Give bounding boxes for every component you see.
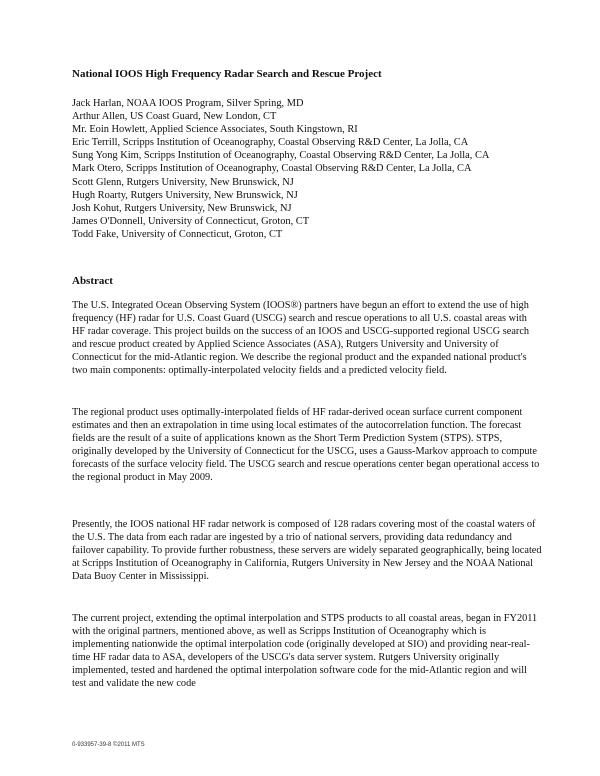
author-entry: James O'Donnell, University of Connecticut, Groton, CT [72,215,310,227]
author-entry: Sung Yong Kim, Scripps Institution of Oceanography, Coastal Observing R&D Center, La Jolla, CA [72,150,490,162]
author-entry: Eric Terrill, Scripps Institution of Oceanography, Coastal Observing R&D Center, La Jolla, CA [72,137,469,149]
author-entry: Mark Otero, Scripps Institution of Oceanography, Coastal Observing R&D Center, La Jolla, CA [72,163,472,175]
author-entry: Todd Fake, University of Connecticut, Groton, CT [72,228,283,240]
author-entry: Scott Glenn, Rutgers University, New Brunswick, NJ [72,176,294,188]
abstract-paragraph: The regional product uses optimally-interpolated fields of HF radar-derived ocean surface current component estimates and then an extrapolation in time using local estimates of the autocorrelation function. The forecast fields are the result of a suite of applications known as the Short Term Prediction System (STPS). STPS, originally developed by the University of Connecticut for the USCG, uses a Gauss-Markov approach to compute forecasts of the surface velocity field. The USCG search and rescue operations center began operational access to the regional product in May 2009. [72,407,540,484]
author-entry: Hugh Roarty, Rutgers University, New Brunswick, NJ [72,189,298,201]
abstract-paragraph: The U.S. Integrated Ocean Observing System (IOOS®) partners have begun an effort to extend the use of high frequency (HF) radar for U.S. Coast Guard (USCG) search and rescue operations to all U.S. coastal areas with HF radar coverage. This project builds on the success of an IOOS and USCG-supported regional USCG search and rescue product created by Applied Science Associates (ASA), Rutgers University and University of Connecticut for the mid-Atlantic region. We describe the regional product and the expanded national product's two main components: optimally-interpolated velocity fields and a predicted velocity field. [72,300,530,377]
author-entry: Jack Harlan, NOAA IOOS Program, Silver Spring, MD [72,98,304,109]
abstract-heading: Abstract [72,275,113,287]
paper-title: National IOOS High Frequency Radar Search and Rescue Project [72,68,382,80]
page-footer: 0-933957-39-8 ©2011 MTS [72,742,145,748]
abstract-paragraph: Presently, the IOOS national HF radar network is composed of 128 radars covering most of the coastal waters of the U.S. The data from each radar are ingested by a trio of national servers, providing data redundancy and failover capability. To provide further robustness, these servers are widely separated geographically, being located at Scripps Institution of Oceanography in California, Rutgers University in New Jersey and the NOAA National Data Buoy Center in Mississippi. [72,519,542,583]
author-entry: Josh Kohut, Rutgers University, New Brunswick, NJ [72,202,292,214]
author-entry: Arthur Allen, US Coast Guard, New London, CT [72,111,277,123]
author-entry: Mr. Eoin Howlett, Applied Science Associates, South Kingstown, RI [72,124,358,136]
abstract-paragraph: The current project, extending the optimal interpolation and STPS products to all coastal areas, began in FY2011 with the original partners, mentioned above, as well as Scripps Institution of Oceanography which is implementing nationwide the optimal interpolation code (originally developed at SIO) and providing near-real-time HF radar data to ASA, developers of the USCG's data server system. Rutgers University originally implemented, tested and hardened the optimal interpolation software code for the mid-Atlantic region and will test and validate the new code [72,613,538,690]
author-list [72,97,542,241]
